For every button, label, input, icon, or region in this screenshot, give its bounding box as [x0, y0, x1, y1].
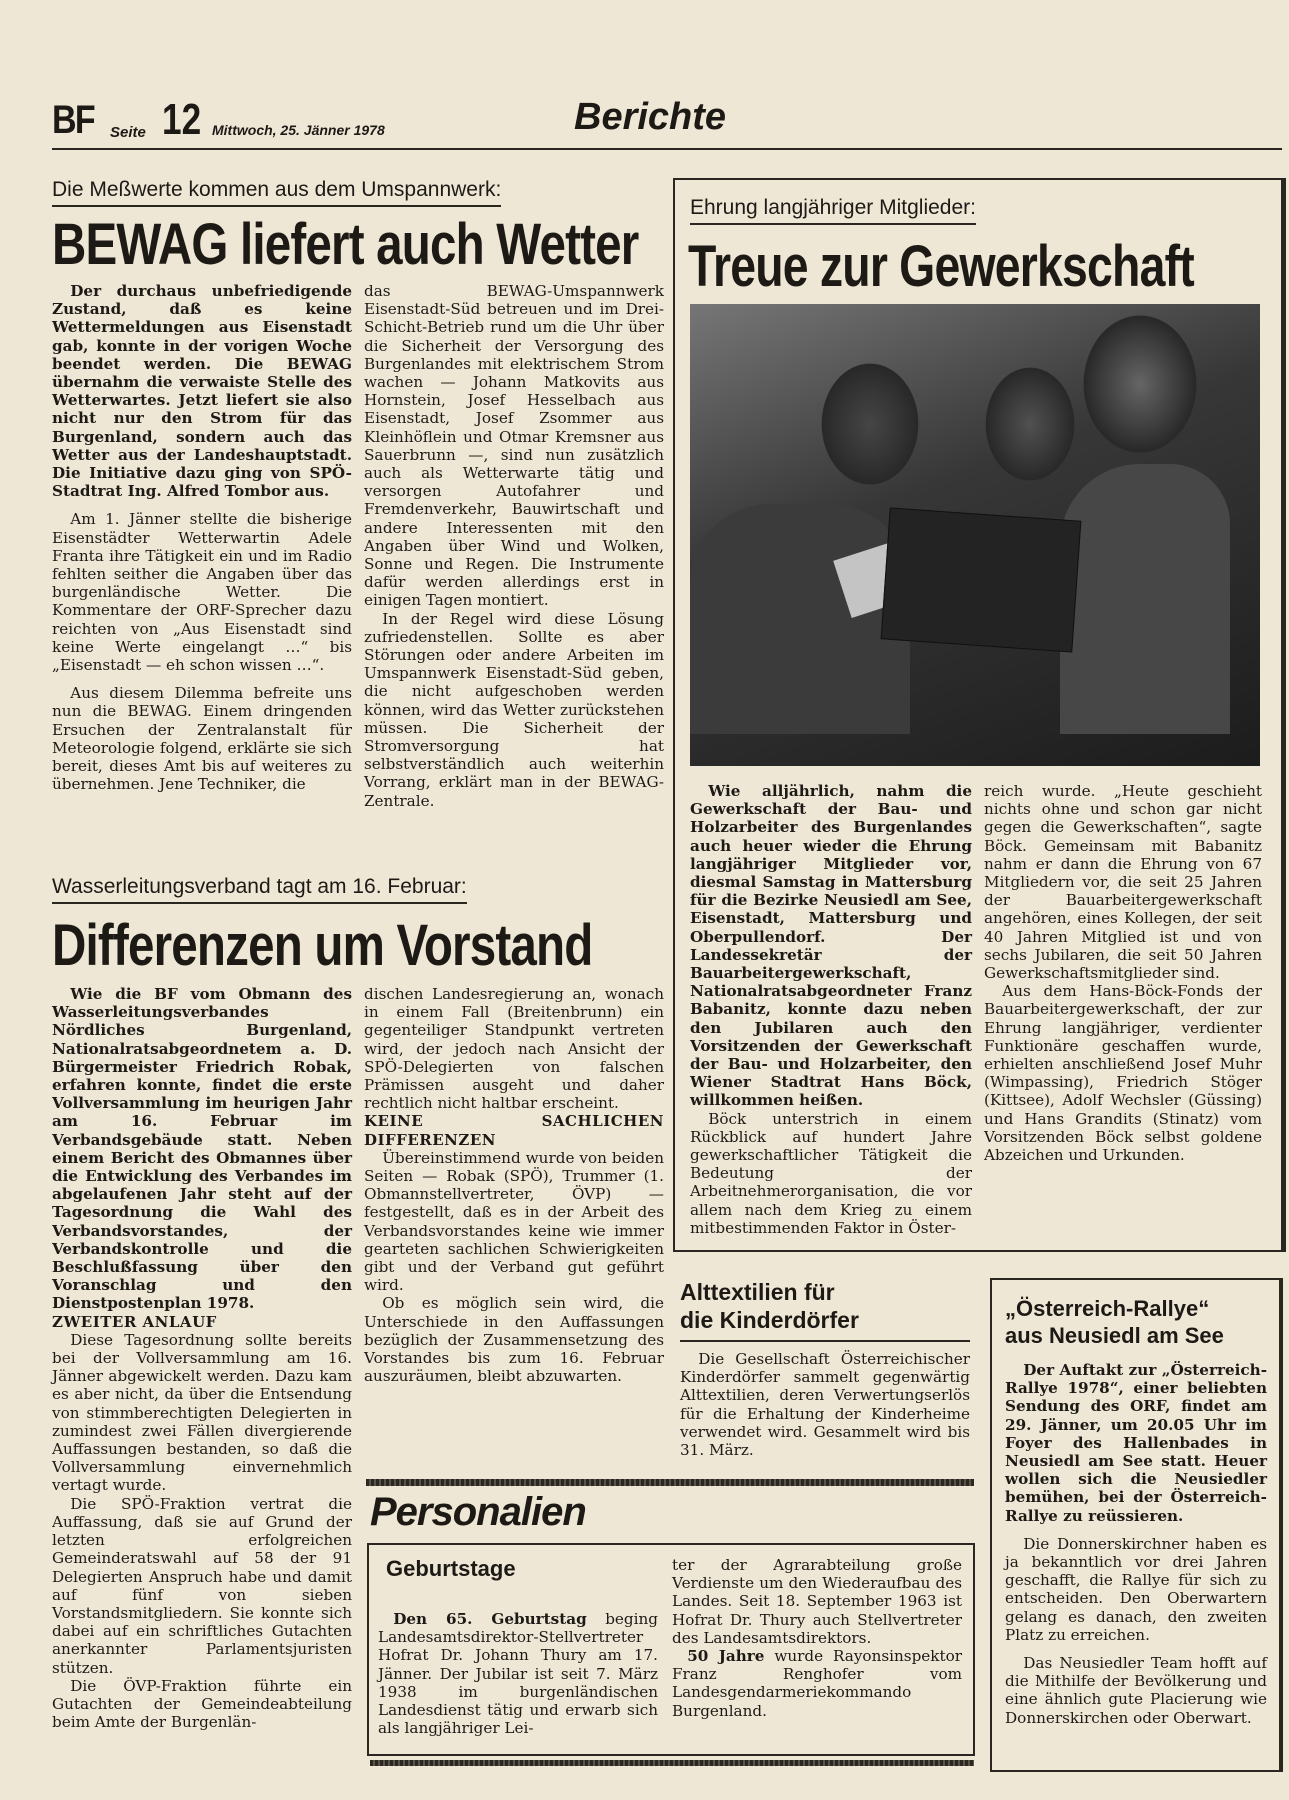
article-subhead: KEINE SACHLICHEN DIFFERENZEN: [364, 1112, 664, 1149]
personalien-column-2: ter der Agrarabteilung große Verdienste um den Wiederaufbau des Landes. Seit 18. September 1963 ist Hofrat Dr. Thury auch Stellvertreter des Landesamtsdirektors. 50 Jahre wurde Rayonsinspektor Franz Renghofer vom Landesgendarmeriekommando Burgenland.: [672, 1556, 963, 1720]
issue-date: Mittwoch, 25. Jänner 1978: [212, 122, 385, 138]
article-paragraph: Ob es möglich sein wird, die Unterschiede in den Auffassungen bezüglich der Zusammensetzung des Vorstandes bis zum 16. Februar auszuräumen, bleibt abzuwarten.: [364, 1294, 664, 1386]
personalien-top-rule: [366, 1479, 974, 1486]
article-body: Die Gesellschaft Österreichischer Kinderdörfer sammelt gegenwärtig Alttextilien, deren Verwertungserlös für die Erhaltung der Kinderheime verwendet wird. Gesammelt wird bis 31. März.: [680, 1350, 970, 1460]
article-paragraph: Das Neusiedler Team hofft auf die Mithilfe der Bevölkerung und eine ähnlich gute Placierung wie Donnerskirchen oder Oberwart.: [1005, 1654, 1267, 1727]
article-treue: [688, 196, 1268, 1246]
article-paragraph: das BEWAG-Umspannwerk Eisenstadt-Süd betreuen und im Drei-Schicht-Betrieb rund um die Uhr über die Sicherheit der Versorgung des Burgenlandes mit elektrischem Strom wachen — Johann Matkovits aus Hornstein, Josef Hesselbach aus Eisenstadt, Josef Zsommer aus Kleinhöflein und Otmar Kremsner aus Sauerbrunn —, sind nun zusätzlich auch als Wetterwarte tätig und versorgen Autofahrer und Fremdenverkehr, Bauwirtschaft und andere Interessenten mit den Angaben über Wind und Wolken, Sonne und Regen. Die Instrumente dafür werden allerdings erst in einigen Tagen montiert.: [364, 282, 664, 610]
headline-rule: [680, 1340, 970, 1342]
article-column-1: [690, 782, 972, 1237]
article-paragraph: dischen Landesregierung an, wonach in einem Fall (Breitenbrunn) ein gegenteiliger Standpunkt vertreten wird, der jedoch nach Ansicht der SPÖ-Delegierten von falschen Prämissen ausgeht und daher rechtlich nicht haltbar erscheint.: [364, 985, 664, 1113]
article-alttextilien: [680, 1278, 980, 1458]
section-title: Berichte: [574, 96, 727, 138]
personalien-column-1: Den 65. Geburtstag beging Landesamtsdirektor-Stellvertreter Hofrat Dr. Johann Thury am 17. Jänner. Der Jubilar ist seit 7. März 1938 im burgenländischen Landesdienst tätig und erwarb sich als langjähriger Lei-: [378, 1610, 658, 1738]
masthead-rule: [52, 148, 1282, 150]
article-column-1: [52, 282, 352, 793]
paper-logo: BF: [52, 98, 94, 142]
article-headline: Differenzen um Vorstand: [52, 913, 593, 978]
article-paragraph: Am 1. Jänner stellte die bisherige Eisenstädter Wetterwartin Adele Franta ihre Tätigkeit ein und im Radio fehlten seither die Angaben über das burgenländische Wetter. Die Kommentare der ORF-Sprecher dazu reichten von „Aus Eisenstadt sind keine Werte eingelangt …“ bis „Eisenstadt — eh schon wissen …“.: [52, 510, 352, 675]
article-paragraph: Aus dem Hans-Böck-Fonds der Bauarbeitergewerkschaft, der zur Ehrung langjähriger, verdienter Funktionäre geschaffen wurde, erhielten anschließend Josef Muhr (Wimpassing), Friedrich Stöger (Kittsee), Adolf Wechsler (Güssing) und Hans Grandits (Stinatz) vom Vorsitzenden Böck selbst goldene Abzeichen und Urkunden.: [984, 982, 1262, 1165]
masthead: [52, 95, 1282, 148]
article-headline: Treue zur Gewerkschaft: [688, 234, 1194, 299]
article-kicker: Wasserleitungsverband tagt am 16. Februar:: [52, 875, 467, 904]
article-paragraph: Böck unterstrich in einem Rückblick auf hundert Jahre gewerkschaftlicher Tätigkeit die Bedeutung der Arbeitnehmerorganisation, die vor allem nach dem Krieg zu einem mitbestimmenden Faktor in Öster-: [690, 1109, 972, 1237]
article-paragraph: In der Regel wird diese Lösung zufriedenstellen. Sollte es aber Störungen oder andere Arbeiten im Umspannwerk Eisenstadt-Süd geben, die nicht aufgeschoben werden können, wird das Wetter zurückstehen müssen. Die Sicherheit der Stromversorgung hat selbstverständlich auch weiterhin Vorrang, erklärt man in der BEWAG-Zentrale.: [364, 609, 664, 810]
photo-folder: [881, 507, 1082, 652]
article-paragraph: Diese Tagesordnung sollte bereits bei der Vollversammlung am 16. Jänner abgewickelt werden. Dazu kam es aber nicht, da über die Entsendung von stimmberechtigten Delegierten in zumindest zwei Fällen divergierende Auffassungen bestanden, so daß die Vollversammlung einvernehmlich vertagt wurde.: [52, 1330, 352, 1495]
photo-figure: [690, 504, 910, 734]
personalien-bottom-rule: [370, 1760, 974, 1766]
photo-figure: [1060, 464, 1230, 734]
article-column-1: [52, 985, 352, 1731]
article-paragraph: Die SPÖ-Fraktion vertrat die Auffassung, daß sie auf Grund der letzten erfolgreichen Gemeinderatswahl auf 58 der 91 Delegierten Anspruch habe und damit auf fünf von sieben Vorstandsmitgliedern. Sie konnte sich dabei auf ein schriftliches Gutachten anerkannter Parlamentsjuristen stützen.: [52, 1494, 352, 1677]
article-paragraph: reich wurde. „Heute geschieht nichts ohne und schon gar nicht gegen die Gewerkschaften“, sagte Böck. Gemeinsam mit Babanitz nahm er dann die Ehrung von 67 Mitgliedern vor, die seit 25 Jahren der Bauarbeitergewerkschaft angehören, eines Kollegen, der seit 40 Jahren Mitglied ist und von sechs Jubilaren, die seit 50 Jahren Gewerkschaftsmitglieder sind.: [984, 782, 1262, 983]
article-paragraph: Aus diesem Dilemma befreite uns nun die BEWAG. Einem dringenden Ersuchen der Zentralanstalt für Meteorologie folgend, erklärte sie sich bereit, dieses Amt bis auf weiteres zu übernehmen. Jene Techniker, die: [52, 684, 352, 794]
article-paragraph: Die ÖVP-Fraktion führte ein Gutachten der Gemeindeabteilung beim Amte der Burgenlän-: [52, 1676, 352, 1732]
article-lead: Wie alljährlich, nahm die Gewerkschaft der Bau- und Holzarbeiter des Burgenlandes auch heuer wieder die Ehrung langjähriger Mitglieder vor, diesmal Samstag in Mattersburg für die Bezirke Neusiedl am See, Eisenstadt, Mattersburg und Oberpullendorf. Der Landessekretär der Bauarbeitergewerkschaft, Nationalratsabgeordneter Franz Babanitz, konnte dazu neben den Jubilaren auch den Vorsitzenden der Gewerkschaft der Bau- und Holzarbeiter, den Wiener Stadtrat Hans Böck, willkommen heißen.: [690, 782, 972, 1110]
article-lead: Der durchaus unbefriedigende Zustand, daß es keine Wettermeldungen aus Eisenstadt gab, konnte in der vorigen Woche beendet werden. Die BEWAG übernahm die verwaiste Stelle des Wetterwartes. Jetzt liefert sie also nicht nur den Strom für das Burgenland, sondern auch das Wetter aus der Landeshauptstadt. Die Initiative dazu ging von SPÖ-Stadtrat Ing. Alfred Tombor aus.: [52, 282, 352, 501]
article-headline: „Österreich-Rallye“ aus Neusiedl am See: [1005, 1296, 1224, 1348]
article-body: [1005, 1361, 1267, 1727]
article-headline: Alttextilien für die Kinderdörfer: [680, 1279, 859, 1333]
article-rallye: [1005, 1295, 1270, 1765]
article-column-2: [364, 985, 664, 1385]
personalien-bold: 50 Jahre: [687, 1647, 765, 1666]
page-number: 12: [162, 95, 202, 144]
article-kicker: Die Meßwerte kommen aus dem Umspannwerk:: [52, 178, 501, 207]
geburtstage-title: Geburtstage: [386, 1556, 516, 1581]
page-label: Seite: [110, 124, 146, 141]
personalien-bold: Den 65. Geburtstag: [393, 1610, 587, 1628]
article-paragraph: Übereinstimmend wurde von beiden Seiten — Robak (SPÖ), Trummer (1. Obmannstellvertreter, ÖVP) — festgestellt, daß es in der Arbeit des Verbandsvorstandes keine wie immer gearteten sachlichen Schwierigkeiten gibt und der Verband gut geführt wird.: [364, 1148, 664, 1295]
article-photo: [690, 304, 1260, 766]
personalien-title: Personalien: [370, 1490, 586, 1534]
article-subhead: ZWEITER ANLAUF: [52, 1312, 217, 1331]
article-lead: Der Auftakt zur „Österreich-Rallye 1978“, einer beliebten Sendung des ORF, findet am 29. Jänner, um 20.05 Uhr im Foyer des Hallenbades in Neusiedl am See statt. Heuer wollen sich die Neusiedler bemühen, bei der Österreich-Rallye zu reüssieren.: [1005, 1361, 1267, 1525]
article-bewag: [52, 178, 667, 868]
article-kicker: Ehrung langjähriger Mitglieder:: [690, 196, 976, 225]
article-column-2: [984, 782, 1262, 1164]
article-headline: BEWAG liefert auch Wetter: [52, 212, 639, 277]
article-column-2: [364, 282, 664, 810]
article-lead: Wie die BF vom Obmann des Wasserleitungsverbandes Nördliches Burgenland, Nationalratsabgeordnetem a. D. Bürgermeister Friedrich Robak, erfahren konnte, findet die erste Vollversammlung im heurigen Jahr am 16. Februar im Verbandsgebäude statt. Neben einem Bericht des Obmannes über die Entwicklung des Verbandes im abgelaufenen Jahr steht auf der Tagesordnung die Wahl des Verbandsvorstandes, der Verbandskontrolle und die Beschlußfassung über den Voranschlag und den Dienstpostenplan 1978.: [52, 985, 352, 1313]
article-paragraph: Die Donnerskirchner haben es ja bekanntlich vor drei Jahren geschafft, die Rallye für sich zu entscheiden. Den Oberwartern gelang es danach, den zweiten Platz zu erreichen.: [1005, 1534, 1267, 1644]
